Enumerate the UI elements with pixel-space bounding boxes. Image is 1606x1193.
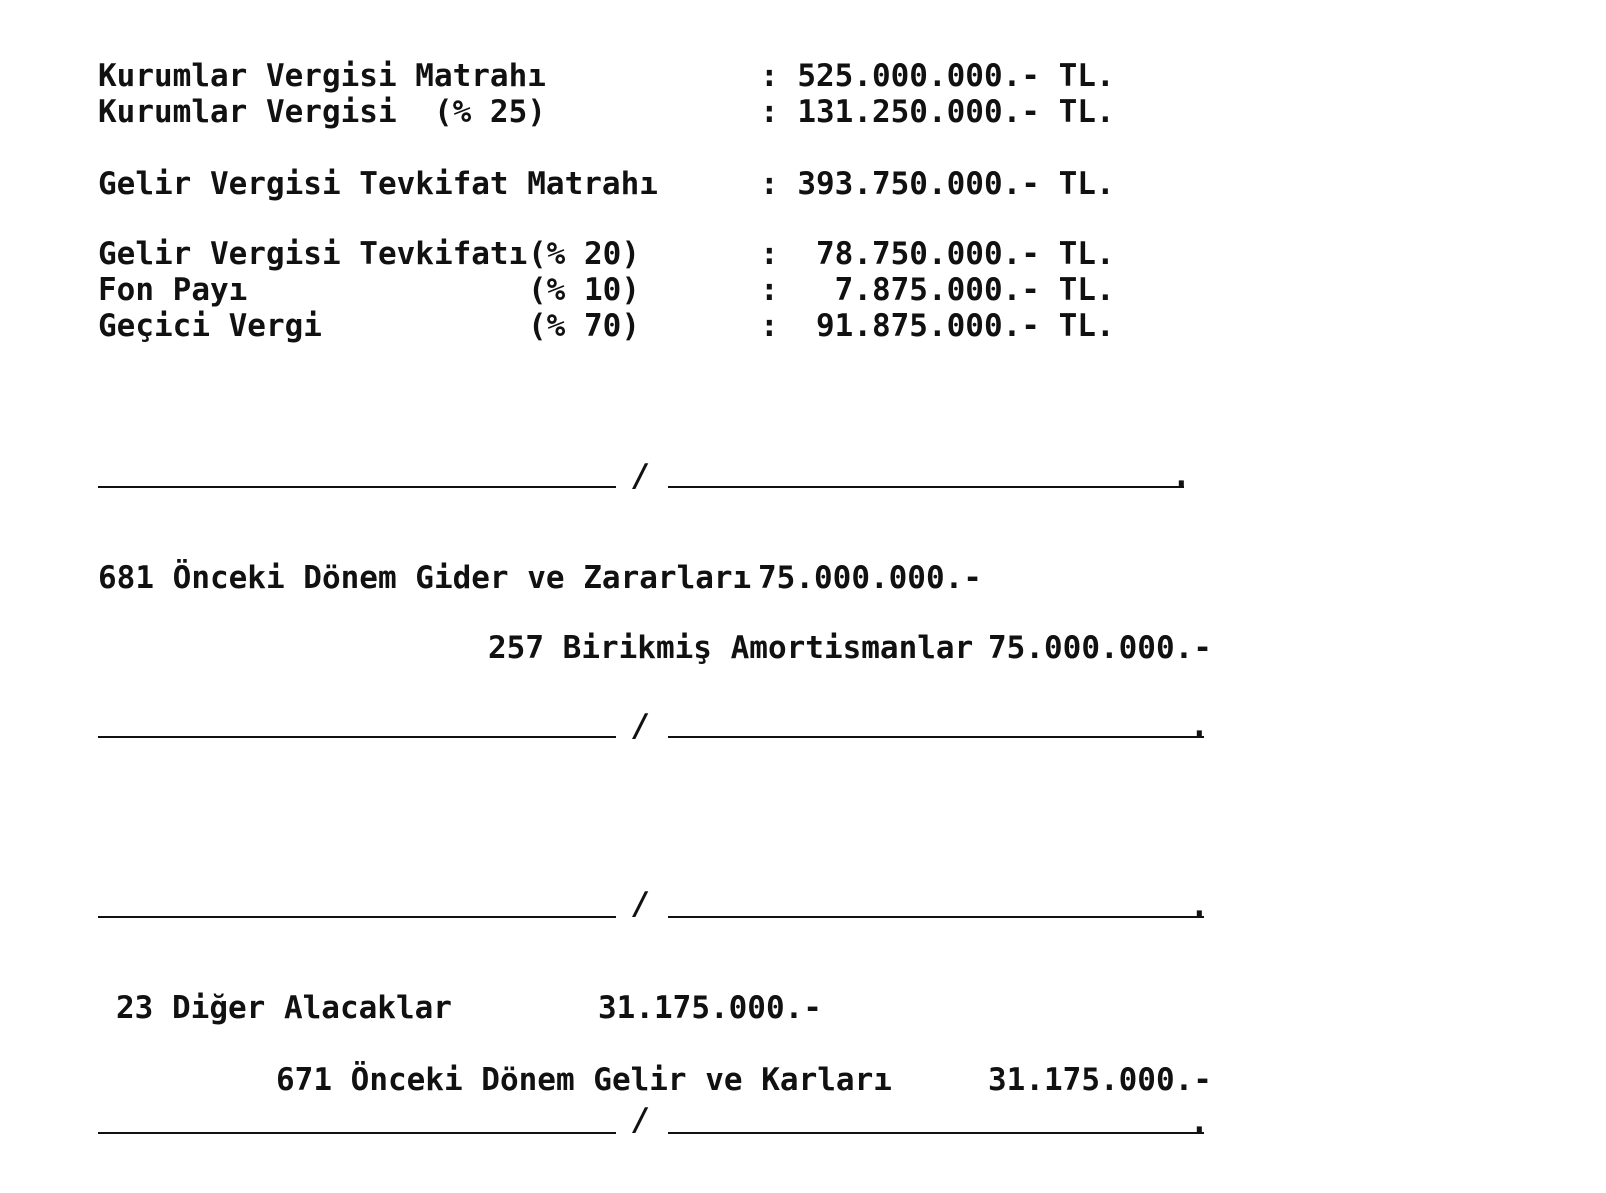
separator-slash: /: [632, 1102, 651, 1138]
tax-label-corporate-base: Kurumlar Vergisi Matrahı: [98, 58, 546, 94]
separator-line-left: [98, 1132, 616, 1134]
tax-value-withholding: : 78.750.000.- TL.: [760, 236, 1115, 272]
separator-dot: .: [1190, 708, 1209, 744]
tax-label-corporate-tax: Kurumlar Vergisi (% 25): [98, 94, 546, 130]
separator-dot: .: [1172, 458, 1191, 494]
separator-slash: /: [632, 708, 651, 744]
tax-value-withholding-base: : 393.750.000.- TL.: [760, 166, 1115, 202]
separator-dot: .: [1190, 888, 1209, 924]
entry1-debit-amount: 75.000.000.-: [758, 560, 982, 596]
tax-value-corporate-tax: : 131.250.000.- TL.: [760, 94, 1115, 130]
separator-line-left: [98, 736, 616, 738]
tax-label-provisional-tax: Geçici Vergi: [98, 308, 322, 344]
entry2-credit-account: 671 Önceki Dönem Gelir ve Karları: [276, 1062, 892, 1098]
tax-value-provisional-tax: : 91.875.000.- TL.: [760, 308, 1115, 344]
tax-rate-provisional-tax: (% 70): [528, 308, 640, 344]
separator-line-left: [98, 486, 616, 488]
separator-slash: /: [632, 886, 651, 922]
entry1-credit-amount: 75.000.000.-: [988, 630, 1212, 666]
separator-line-right: [668, 1132, 1204, 1134]
separator-slash: /: [632, 458, 651, 494]
tax-value-corporate-base: : 525.000.000.- TL.: [760, 58, 1115, 94]
tax-label-withholding-base: Gelir Vergisi Tevkifat Matrahı: [98, 166, 658, 202]
separator-line-right: [668, 486, 1184, 488]
entry2-debit-amount: 31.175.000.-: [598, 990, 822, 1026]
separator-line-right: [668, 916, 1204, 918]
tax-rate-fund-share: (% 10): [528, 272, 640, 308]
tax-value-fund-share: : 7.875.000.- TL.: [760, 272, 1115, 308]
tax-label-withholding: Gelir Vergisi Tevkifatı: [98, 236, 528, 272]
separator-line-left: [98, 916, 616, 918]
entry2-credit-amount: 31.175.000.-: [988, 1062, 1212, 1098]
entry1-debit-account: 681 Önceki Dönem Gider ve Zararları: [98, 560, 752, 596]
tax-rate-withholding: (% 20): [528, 236, 640, 272]
entry1-credit-account: 257 Birikmiş Amortismanlar: [488, 630, 974, 666]
separator-line-right: [668, 736, 1204, 738]
separator-dot: .: [1190, 1104, 1209, 1140]
tax-label-fund-share: Fon Payı: [98, 272, 248, 308]
entry2-debit-account: 23 Diğer Alacaklar: [116, 990, 452, 1026]
